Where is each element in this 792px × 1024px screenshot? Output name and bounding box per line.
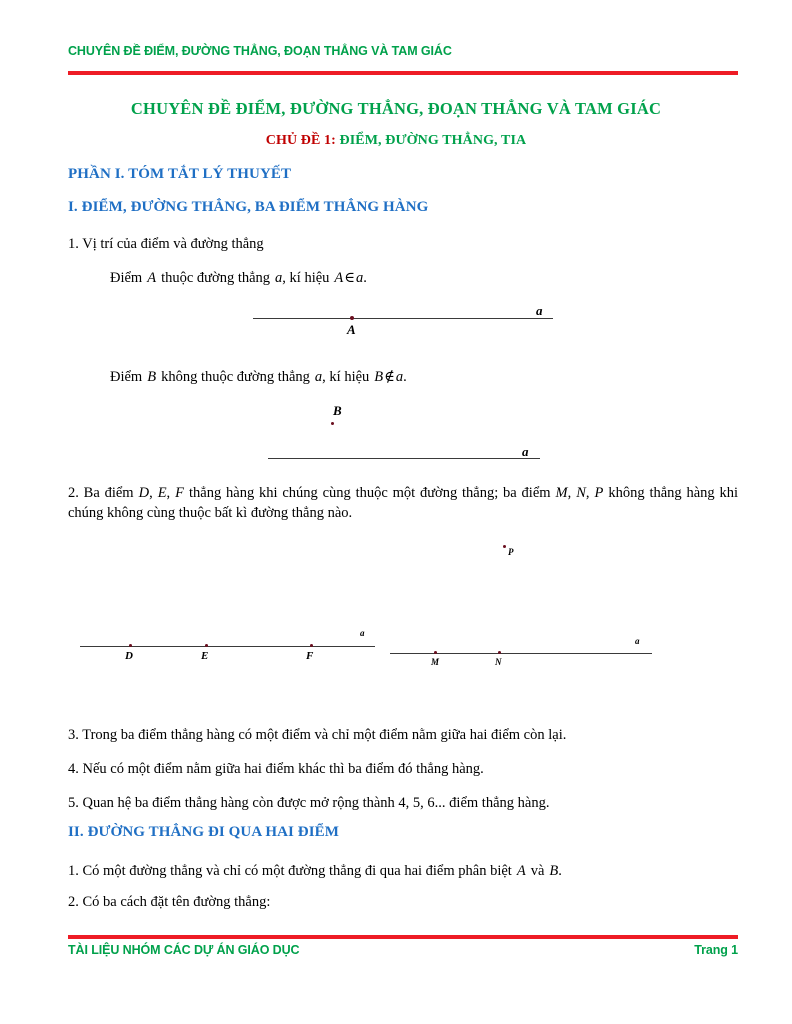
heading-section-1: I. ĐIỂM, ĐƯỜNG THẲNG, BA ĐIỂM THẲNG HÀNG bbox=[68, 199, 429, 215]
fig3-left-line bbox=[80, 646, 375, 647]
fig3-point-E-dot bbox=[205, 644, 208, 647]
text-diem-b-3: , kí hiệu bbox=[322, 369, 370, 385]
math-var-a-3: a bbox=[314, 369, 323, 385]
fig3-label-E: E bbox=[201, 650, 209, 662]
heading-section-2: II. ĐƯỜNG THẲNG ĐI QUA HAI ĐIỂM bbox=[68, 824, 340, 840]
text-item6-1: 1. Có một đường thẳng và chỉ có một đường thẳng đi qua hai điểm phân biệt bbox=[68, 863, 512, 879]
math-var-A: A bbox=[147, 270, 157, 286]
text-diem-b-2: không thuộc đường thẳng bbox=[161, 369, 310, 385]
text-comma-3: , bbox=[567, 485, 572, 501]
fig3-left-label-line-a: a bbox=[360, 628, 365, 638]
fig3-label-N: N bbox=[495, 657, 502, 667]
fig3-right-label-line-a: a bbox=[635, 636, 640, 646]
fig3-point-D-dot bbox=[129, 644, 132, 647]
text-item2-2: thẳng hàng khi chúng cùng thuộc một đường thẳng; ba điểm bbox=[189, 485, 551, 501]
fig2-label-B: B bbox=[333, 403, 342, 418]
footer-organization: TÀI LIỆU NHÓM CÁC DỰ ÁN GIÁO DỤC bbox=[68, 943, 300, 957]
math-var-N: N bbox=[576, 485, 586, 501]
text-comma-4: , bbox=[585, 485, 590, 501]
fig3-label-F: F bbox=[306, 650, 314, 662]
subtitle-rest: ĐIỂM, ĐƯỜNG THẲNG, TIA bbox=[335, 133, 527, 148]
math-var-a-4: a bbox=[395, 369, 404, 385]
math-var-F: F bbox=[175, 485, 185, 501]
fig3-label-D: D bbox=[125, 650, 133, 662]
fig3-label-M: M bbox=[431, 657, 440, 667]
math-var-A-2: A bbox=[334, 270, 344, 286]
text-diem-b-end: . bbox=[403, 369, 407, 385]
text-diem-a-end: . bbox=[363, 270, 367, 286]
math-var-a-2: a bbox=[356, 270, 364, 286]
footer-divider-rule bbox=[68, 935, 738, 939]
math-var-B-3: B bbox=[549, 863, 559, 879]
math-var-D: D bbox=[138, 485, 150, 501]
math-var-E: E bbox=[157, 485, 167, 501]
text-item2-3: không thẳng hàng khi chúng không cùng thuộc bất kì đường thẳng nào. bbox=[68, 485, 738, 521]
heading-part-1: PHẦN I. TÓM TẮT LÝ THUYẾT bbox=[68, 166, 292, 182]
text-diem-a-1: Điểm bbox=[110, 270, 143, 286]
fig3-label-P: P bbox=[508, 547, 514, 557]
math-op-not-element-of: ∉ bbox=[384, 369, 395, 385]
math-var-M: M bbox=[555, 485, 568, 501]
fig1-label-A: A bbox=[347, 322, 356, 337]
math-var-B: B bbox=[147, 369, 157, 385]
paragraph-item-5: 5. Quan hệ ba điểm thẳng hàng còn được mở rộng thành 4, 5, 6... điểm thẳng hàng. bbox=[68, 795, 550, 811]
document-footer bbox=[68, 943, 738, 957]
paragraph-section2-item-1 bbox=[68, 861, 738, 881]
page-title: CHUYÊN ĐỀ ĐIỂM, ĐƯỜNG THẲNG, ĐOẠN THẲNG VÀ TAM GIÁC bbox=[130, 99, 662, 118]
paragraph-section2-item-2: 2. Có ba cách đặt tên đường thẳng: bbox=[68, 894, 271, 910]
text-comma-2: , bbox=[166, 485, 171, 501]
text-item2-1: 2. Ba điểm bbox=[68, 485, 134, 501]
fig3-point-P-dot bbox=[503, 545, 506, 548]
math-var-P: P bbox=[594, 485, 604, 501]
text-item6-end: . bbox=[558, 863, 562, 879]
fig3-point-F-dot bbox=[310, 644, 313, 647]
fig3-right-line bbox=[390, 653, 652, 654]
paragraph-item-3: 3. Trong ba điểm thẳng hàng có một điểm và chỉ một điểm nằm giữa hai điểm còn lại. bbox=[68, 727, 567, 743]
text-comma-1: , bbox=[149, 485, 153, 501]
math-var-a: a bbox=[275, 270, 283, 286]
text-diem-a-2: thuộc đường thẳng bbox=[161, 270, 271, 286]
text-diem-a-3: , kí hiệu bbox=[282, 270, 330, 286]
math-op-element-of: ∈ bbox=[344, 270, 356, 286]
text-diem-b-1: Điểm bbox=[110, 369, 143, 385]
header-title: CHUYÊN ĐỀ ĐIỂM, ĐƯỜNG THẲNG, ĐOẠN THẲNG VÀ TAM GIÁC bbox=[68, 44, 452, 58]
fig3-point-N-dot bbox=[498, 651, 501, 654]
fig3-point-M-dot bbox=[434, 651, 437, 654]
fig1-label-line-a: a bbox=[536, 303, 543, 318]
text-item6-2: và bbox=[530, 863, 545, 879]
subtitle-prefix: CHỦ ĐỀ 1: bbox=[265, 133, 336, 148]
math-var-A-3: A bbox=[516, 863, 526, 879]
paragraph-item-1: 1. Vị trí của điểm và đường thẳng bbox=[68, 236, 264, 252]
fig2-label-line-a: a bbox=[522, 444, 529, 459]
math-var-B-2: B bbox=[374, 369, 384, 385]
footer-page-number: Trang 1 bbox=[694, 943, 738, 957]
paragraph-item-4: 4. Nếu có một điểm nằm giữa hai điểm khác thì ba điểm đó thẳng hàng. bbox=[68, 761, 484, 777]
